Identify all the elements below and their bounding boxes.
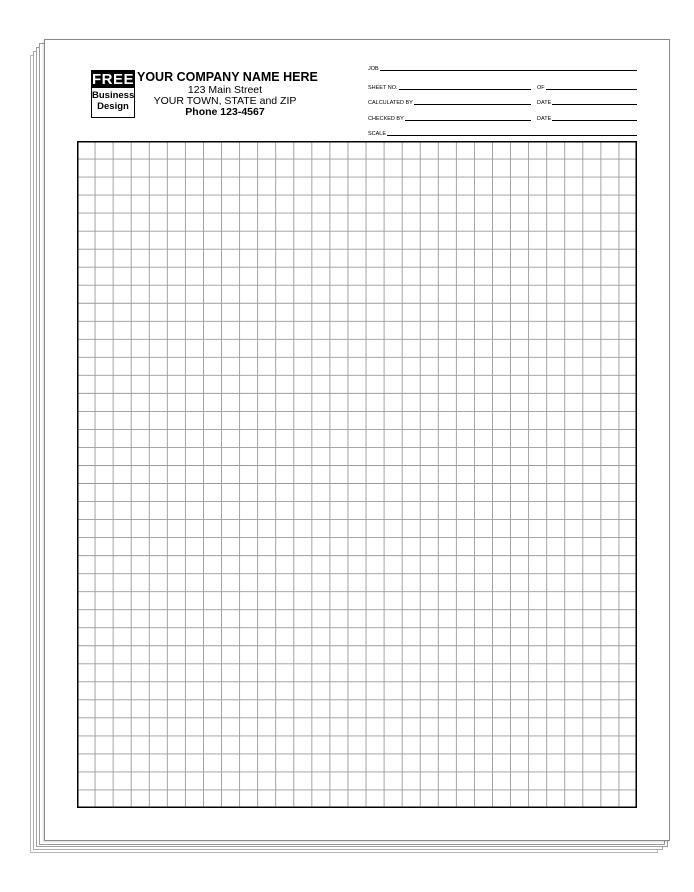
graph-paper-grid <box>77 141 637 808</box>
scale-label: SCALE <box>368 131 387 137</box>
calculated-by-label: CALCULATED BY <box>368 100 413 106</box>
sheet-no-label: SHEET NO. <box>368 85 398 91</box>
logo-badge: FREE <box>92 71 135 88</box>
company-info <box>137 70 318 118</box>
company-street: 123 Main Street <box>187 84 263 96</box>
checked-by-label: CHECKED BY <box>368 116 404 122</box>
company-phone: Phone 123-4567 <box>185 106 265 118</box>
date-line-2[interactable] <box>552 118 637 121</box>
calculated-by-line[interactable] <box>414 102 531 105</box>
company-name: YOUR COMPANY NAME HERE <box>137 70 318 84</box>
calculated-by-field[interactable] <box>368 97 531 106</box>
date-field-1[interactable] <box>537 97 637 106</box>
date-line-1[interactable] <box>552 102 637 105</box>
date-label-2: DATE <box>537 116 552 122</box>
date-label-1: DATE <box>537 100 552 106</box>
of-label: OF <box>537 85 545 91</box>
of-line[interactable] <box>546 87 637 90</box>
free-business-design-logo <box>91 70 135 118</box>
scale-field[interactable] <box>368 128 637 137</box>
checked-by-line[interactable] <box>405 118 531 121</box>
company-city: YOUR TOWN, STATE and ZIP <box>153 95 297 107</box>
logo-line-2: Design <box>97 101 129 112</box>
grid-border <box>78 142 637 808</box>
job-label: JOB <box>368 66 379 72</box>
logo-line-1: Business <box>92 90 135 101</box>
scale-line[interactable] <box>387 133 637 136</box>
sheet-no-field[interactable] <box>368 82 531 91</box>
checked-by-field[interactable] <box>368 113 531 122</box>
job-line[interactable] <box>380 68 637 71</box>
sheet-no-line[interactable] <box>399 87 531 90</box>
grid-svg <box>77 141 637 808</box>
job-field[interactable] <box>368 63 637 72</box>
grid-form-sheet <box>44 39 670 841</box>
of-field[interactable] <box>537 82 637 91</box>
date-field-2[interactable] <box>537 113 637 122</box>
